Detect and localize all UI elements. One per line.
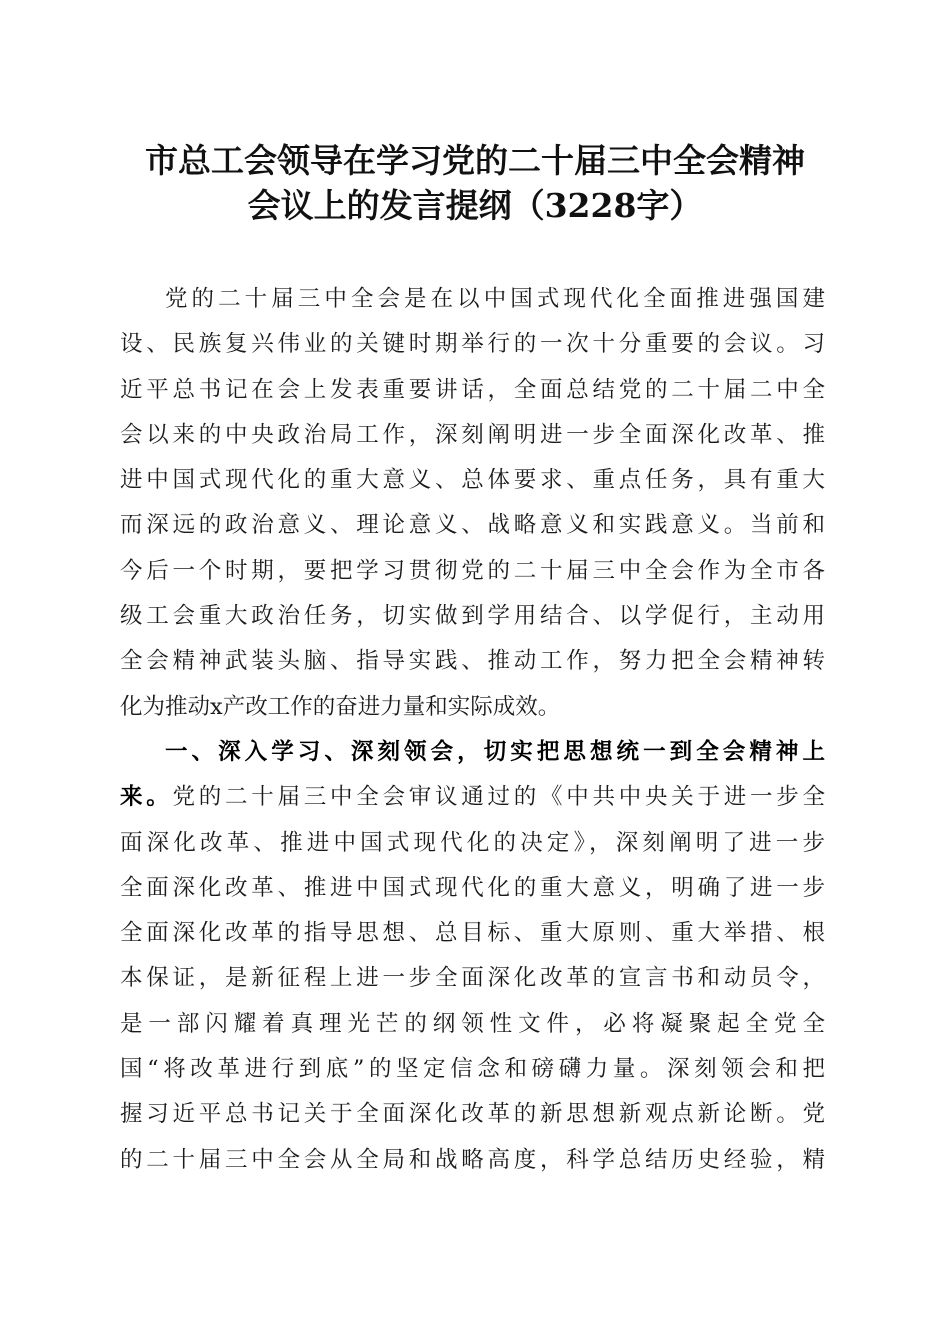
paragraph-1-line: 会以来的中央政治局工作，深刻阐明进一步全面深化改革、推 — [120, 421, 825, 448]
document-body — [120, 277, 825, 1183]
paragraph-1-line: 级工会重大政治任务，切实做到学用结合、以学促行，主动用 — [120, 603, 825, 630]
section-1-heading: 一、深入学习、深刻领会，切实把思想统一到全会精神上 — [165, 738, 825, 765]
section-1-line — [120, 775, 825, 820]
paragraph-1-line: 化为推动x产改工作的奋进力量和实际成效。 — [120, 693, 561, 720]
paragraph-1-line: 全会精神武装头脑、指导实践、推动工作，努力把全会精神转 — [120, 648, 825, 675]
section-1-line: 握习近平总书记关于全面深化改革的新思想新观点新论断。党 — [120, 1101, 825, 1128]
section-1-line: 全面深化改革、推进中国式现代化的重大意义，明确了进一步 — [120, 874, 825, 901]
paragraph-1-line: 党的二十届三中全会是在以中国式现代化全面推进强国建 — [165, 286, 825, 312]
paragraph-1-line: 今后一个时期，要把学习贯彻党的二十届三中全会作为全市各 — [120, 557, 825, 584]
paragraph-1-line: 进中国式现代化的重大意义、总体要求、重点任务，具有重大 — [120, 467, 825, 494]
section-1-line: 的二十届三中全会从全局和战略高度，科学总结历史经验，精 — [120, 1146, 825, 1173]
section-1-line: 国“将改革进行到底”的坚定信念和磅礴力量。深刻领会和把 — [120, 1056, 825, 1083]
section-1-text: 党的二十届三中全会审议通过的《中共中央关于进一步全 — [172, 784, 825, 811]
section-1-line: 面深化改革、推进中国式现代化的决定》，深刻阐明了进一步 — [120, 829, 825, 856]
section-1-heading-end: 来。 — [120, 784, 173, 811]
title-line-1: 市总工会领导在学习党的二十届三中全会精神 — [145, 141, 805, 180]
section-1-line: 是一部闪耀着真理光芒的纲领性文件，必将凝聚起全党全 — [120, 1010, 825, 1037]
section-1-line: 全面深化改革的指导思想、总目标、重大原则、重大举措、根 — [120, 920, 825, 947]
paragraph-1-line: 设、民族复兴伟业的关键时期举行的一次十分重要的会议。习 — [120, 331, 825, 358]
title-line-2: 会议上的发言提纲（3228字） — [247, 186, 703, 225]
paragraph-1-line: 近平总书记在会上发表重要讲话，全面总结党的二十届二中全 — [120, 376, 825, 403]
section-1-line: 本保证，是新征程上进一步全面深化改革的宣言书和动员令， — [120, 965, 825, 992]
document-title — [100, 138, 850, 228]
paragraph-1-line: 而深远的政治意义、理论意义、战略意义和实践意义。当前和 — [120, 512, 825, 539]
